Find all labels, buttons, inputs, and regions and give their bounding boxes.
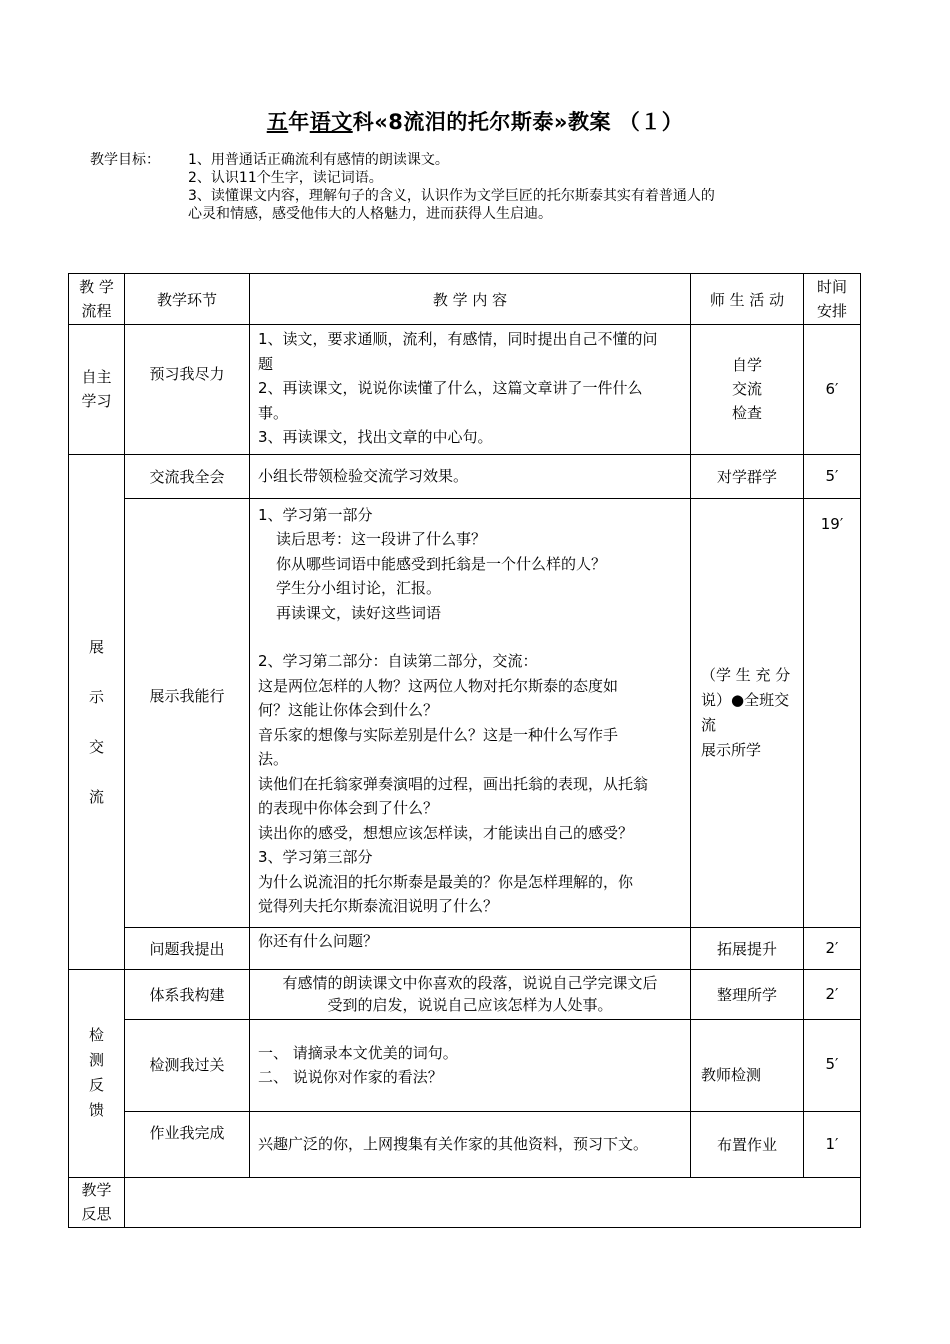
time-check: 5′ xyxy=(804,1019,861,1111)
table-row xyxy=(69,927,861,969)
segment-preview: 预习我尽力 xyxy=(125,325,250,455)
content-question: 你还有什么问题？ xyxy=(250,927,691,969)
time-system: 2′ xyxy=(804,969,861,1019)
stage-check-feedback: 检 测 反 馈 xyxy=(69,969,125,1177)
activity-preview: 自学 交流 检查 xyxy=(691,325,804,455)
table-row xyxy=(69,1177,861,1227)
table-row xyxy=(69,454,861,498)
header-content: 教 学 内 容 xyxy=(250,274,691,325)
document-title: 五年语文科«8流泪的托尔斯泰»教案 （１） xyxy=(266,110,684,134)
lesson-plan-table xyxy=(68,273,861,1228)
time-question: 2′ xyxy=(804,927,861,969)
activity-exchange: 对学群学 xyxy=(691,454,804,498)
content-homework: 兴趣广泛的你，上网搜集有关作家的其他资料，预习下文。 xyxy=(250,1111,691,1177)
activity-question: 拓展提升 xyxy=(691,927,804,969)
table-row xyxy=(69,498,861,927)
reflection-blank[interactable] xyxy=(125,1177,861,1227)
table-row xyxy=(69,325,861,455)
segment-homework: 作业我完成 xyxy=(125,1111,250,1177)
table-row xyxy=(69,1019,861,1111)
goal-item: 心灵和情感，感受他伟大的人格魅力，进而获得人生启迪。 xyxy=(188,206,552,222)
stage-reflection: 教学 反思 xyxy=(69,1177,125,1227)
goal-item: 2、认识11个生字，读记词语。 xyxy=(188,170,383,186)
goals-label: 教学目标： xyxy=(90,152,160,168)
table-row xyxy=(69,1111,861,1177)
segment-show: 展示我能行 xyxy=(125,498,250,927)
stage-self-study: 自主 学习 xyxy=(69,325,125,455)
activity-system: 整理所学 xyxy=(691,969,804,1019)
content-preview: 1、读文，要求通顺，流利，有感情，同时提出自己不懂的问 题 2、再读课文，说说你读懂了什么，这篇文章讲了一件什么 事。 3、再读课文，找出文章的中心句。 xyxy=(250,325,691,455)
time-preview: 6′ xyxy=(804,325,861,455)
table-row xyxy=(69,969,861,1019)
header-segment: 教学环节 xyxy=(125,274,250,325)
content-check: 一、 请摘录本文优美的词句。 二、 说说你对作家的看法？ xyxy=(250,1019,691,1111)
content-show: 1、学习第一部分 读后思考：这一段讲了什么事？ 你从哪些词语中能感受到托翁是一个什么样的人？ 学生分小组讨论，汇报。 再读课文，读好这些词语 2、学习第二部分：自读第二部分，交流： 这是两位怎样的人物？这两位人物对托尔斯泰的态度如 何？这能让你体会到什么？ 音乐家的想像与实际差别是什么？这是一种什么写作手 法。 读他们在托翁家弹奏演唱的过程，画出托翁的表现，从托翁 的表现中你体会到了什么？ 读出你的感受，想想应该怎样读，才能读出自己的感受？ 3、学习第三部分 为什么说流泪的托尔斯泰是最美的？你是怎样理解的，你 觉得列夫托尔斯泰流泪说明了什么？ xyxy=(250,498,691,927)
goal-item: 3、读懂课文内容，理解句子的含义，认识作为文学巨匠的托尔斯泰其实有着普通人的 xyxy=(188,188,715,204)
segment-check: 检测我过关 xyxy=(125,1019,250,1111)
segment-question: 问题我提出 xyxy=(125,927,250,969)
table-header-row xyxy=(69,274,861,325)
content-system: 有感情的朗读课文中你喜欢的段落，说说自己学完课文后 受到的启发，说说自己应该怎样为人处事。 xyxy=(250,969,691,1019)
time-exchange: 5′ xyxy=(804,454,861,498)
time-homework: 1′ xyxy=(804,1111,861,1177)
activity-homework: 布置作业 xyxy=(691,1111,804,1177)
segment-system: 体系我构建 xyxy=(125,969,250,1019)
content-exchange: 小组长带领检验交流学习效果。 xyxy=(250,454,691,498)
activity-check: 教师检测 xyxy=(691,1019,804,1111)
time-show: 19′ xyxy=(804,498,861,927)
header-time: 时间 安排 xyxy=(804,274,861,325)
header-activity: 师 生 活 动 xyxy=(691,274,804,325)
activity-show: （学 生 充 分 说）●全班交 流 展示所学 xyxy=(691,498,804,927)
goal-item: 1、用普通话正确流利有感情的朗读课文。 xyxy=(188,152,449,168)
header-process: 教 学 流程 xyxy=(69,274,125,325)
stage-show-exchange: 展 示 交 流 xyxy=(69,454,125,969)
segment-exchange: 交流我全会 xyxy=(125,454,250,498)
